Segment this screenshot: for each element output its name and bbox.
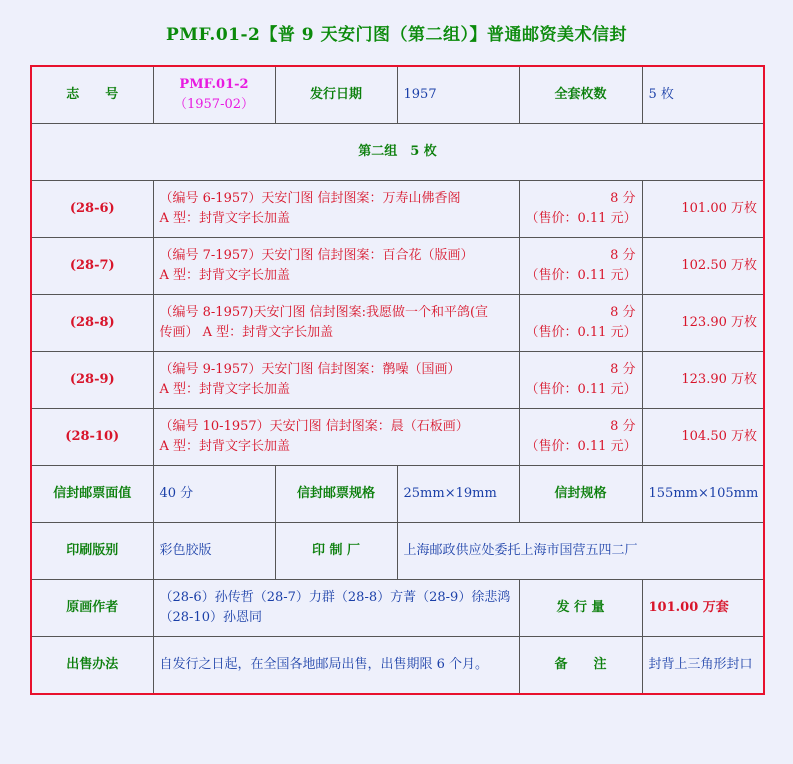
label-stamp-spec: 信封邮票规格 — [275, 466, 397, 523]
item-number: (28-9) — [31, 352, 153, 409]
label-zhihao: 志 号 — [31, 66, 153, 124]
item-face-value: 8 分 — [610, 305, 636, 320]
label-issue-qty: 发 行 量 — [519, 580, 642, 637]
item-sale-price: （售价：0.11 元） — [525, 211, 637, 226]
table-row — [31, 409, 764, 466]
label-sale-method: 出售办法 — [31, 637, 153, 695]
group-row — [31, 124, 764, 181]
stamp-info-table — [30, 65, 765, 695]
label-printer: 印 制 厂 — [275, 523, 397, 580]
item-description — [153, 352, 519, 409]
item-face-value: 8 分 — [610, 362, 636, 377]
item-quantity: 123.90 万枚 — [642, 352, 764, 409]
item-description — [153, 181, 519, 238]
item-face-value: 8 分 — [610, 248, 636, 263]
code-cell — [153, 66, 275, 124]
remark-value: 封背上三角形封口 — [642, 637, 764, 695]
item-sale-price: （售价：0.11 元） — [525, 268, 637, 283]
item-price — [519, 295, 642, 352]
label-set-count: 全套枚数 — [519, 66, 642, 124]
issue-qty-value: 101.00 万套 — [642, 580, 764, 637]
label-envelope-spec: 信封规格 — [519, 466, 642, 523]
item-number: (28-10) — [31, 409, 153, 466]
printer-value: 上海邮政供应处委托上海市国营五四二厂 — [397, 523, 764, 580]
item-desc-line1: （编号 8-1957)天安门图 信封图案:我愿做一个和平鸽(宣 — [159, 305, 489, 320]
table-row — [31, 352, 764, 409]
item-number: (28-6) — [31, 181, 153, 238]
item-face-value: 8 分 — [610, 191, 636, 206]
label-artist: 原画作者 — [31, 580, 153, 637]
item-desc-line2: A 型：封背文字长加盖 — [159, 211, 291, 226]
item-desc-line2: A 型：封背文字长加盖 — [159, 439, 291, 454]
release-date-value: 1957 — [397, 66, 519, 124]
item-number: (28-8) — [31, 295, 153, 352]
label-release-date: 发行日期 — [275, 66, 397, 124]
item-price — [519, 181, 642, 238]
item-desc-line1: （编号 6-1957）天安门图 信封图案：万寿山佛香阁 — [159, 191, 461, 206]
print-type-value: 彩色胶版 — [153, 523, 275, 580]
envelope-spec-value: 155mm×105mm — [642, 466, 764, 523]
item-quantity: 101.00 万枚 — [642, 181, 764, 238]
table-row — [31, 238, 764, 295]
page-title: PMF.01-2【普 9 天安门图（第二组）】普通邮资美术信封 — [165, 25, 628, 45]
item-sale-price: （售价：0.11 元） — [525, 325, 637, 340]
sale-row — [31, 637, 764, 695]
group-title: 第二组 5 枚 — [31, 124, 764, 181]
spec-row — [31, 466, 764, 523]
item-price — [519, 238, 642, 295]
table-row — [31, 181, 764, 238]
item-desc-line2: A 型：封背文字长加盖 — [159, 382, 291, 397]
item-desc-line2: A 型：封背文字长加盖 — [159, 268, 291, 283]
artist-row — [31, 580, 764, 637]
item-desc-line1: （编号 7-1957）天安门图 信封图案：百合花（版画） — [159, 248, 474, 263]
print-row — [31, 523, 764, 580]
header-row — [31, 66, 764, 124]
item-price — [519, 409, 642, 466]
item-desc-line1: （编号 9-1957）天安门图 信封图案：鹡噪（国画） — [159, 362, 461, 377]
item-face-value: 8 分 — [610, 419, 636, 434]
item-desc-line2: 传画） A 型：封背文字长加盖 — [159, 325, 334, 340]
sale-method-value: 自发行之日起，在全国各地邮局出售，出售期限 6 个月。 — [153, 637, 519, 695]
stamp-spec-value: 25mm×19mm — [397, 466, 519, 523]
artist-line1: （28-6）孙传哲（28-7）力群（28-8）方菁（28-9）徐悲鸿 — [159, 590, 511, 605]
artist-value — [153, 580, 519, 637]
table-row — [31, 295, 764, 352]
item-description — [153, 295, 519, 352]
label-remark: 备 注 — [519, 637, 642, 695]
code-text: PMF.01-2 — [179, 77, 249, 92]
item-sale-price: （售价：0.11 元） — [525, 382, 637, 397]
item-description — [153, 409, 519, 466]
set-count-value: 5 枚 — [642, 66, 764, 124]
item-quantity: 104.50 万枚 — [642, 409, 764, 466]
item-description — [153, 238, 519, 295]
item-quantity: 123.90 万枚 — [642, 295, 764, 352]
label-stamp-value: 信封邮票面值 — [31, 466, 153, 523]
stamp-value: 40 分 — [153, 466, 275, 523]
item-price — [519, 352, 642, 409]
artist-line2: （28-10）孙恩同 — [159, 610, 262, 625]
label-print-type: 印刷版别 — [31, 523, 153, 580]
code-year-text: （1957-02） — [173, 97, 255, 112]
item-sale-price: （售价：0.11 元） — [525, 439, 637, 454]
item-desc-line1: （编号 10-1957）天安门图 信封图案：晨（石板画） — [159, 419, 469, 434]
item-quantity: 102.50 万枚 — [642, 238, 764, 295]
item-number: (28-7) — [31, 238, 153, 295]
